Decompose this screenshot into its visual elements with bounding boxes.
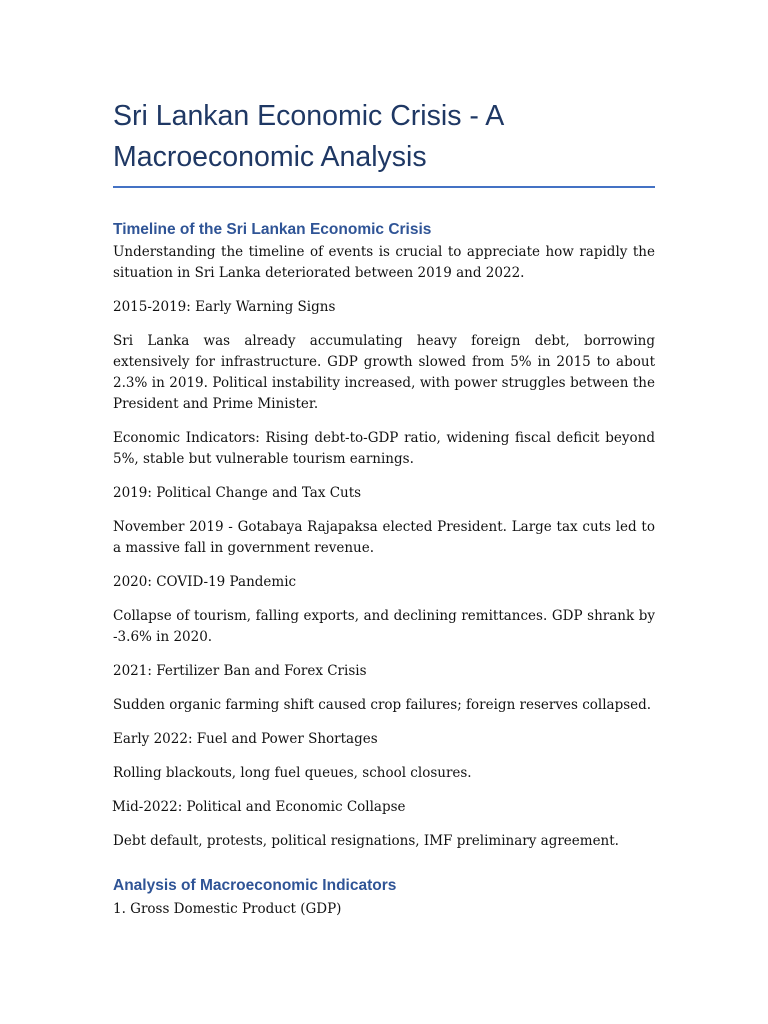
section-heading-timeline: Timeline of the Sri Lankan Economic Crisis [113, 221, 432, 238]
paragraph-2019: November 2019 - Gotabaya Rajapaksa elected President. Large tax cuts led to a massive fall in government revenue. [113, 519, 655, 556]
paragraph-intro: Understanding the timeline of events is crucial to appreciate how rapidly the situation in Sri Lanka deteriorated between 2019 and 2022. [113, 244, 655, 281]
timeline-label-mid-2022: Mid-2022: Political and Economic Collapse [112, 799, 406, 815]
timeline-label-early-2022: Early 2022: Fuel and Power Shortages [113, 731, 378, 747]
paragraph-2021: Sudden organic farming shift caused crop failures; foreign reserves collapsed. [113, 697, 652, 713]
paragraph-2020: Collapse of tourism, falling exports, and declining remittances. GDP shrank by -3.6% in 2020. [113, 608, 655, 645]
section-heading-analysis: Analysis of Macroeconomic Indicators [113, 877, 397, 894]
paragraph-2015-2019: Sri Lanka was already accumulating heavy foreign debt, borrowing extensively for infrastructure. GDP growth slowed from 5% in 2015 to about 2.3% in 2019. Political instability increased, with power struggles between the President and Prime Minister. [113, 333, 655, 412]
document-title: Sri Lankan Economic Crisis - A Macroeconomic Analysis [113, 100, 503, 173]
paragraph-economic-indicators: Economic Indicators: Rising debt-to-GDP ratio, widening fiscal deficit beyond 5%, stable but vulnerable tourism earnings. [113, 430, 655, 467]
timeline-label-2019: 2019: Political Change and Tax Cuts [113, 485, 362, 501]
paragraph-mid-2022: Debt default, protests, political resignations, IMF preliminary agreement. [113, 833, 619, 849]
list-item-gdp: 1. Gross Domestic Product (GDP) [113, 901, 342, 917]
paragraph-early-2022: Rolling blackouts, long fuel queues, school closures. [113, 765, 472, 781]
timeline-label-2020: 2020: COVID-19 Pandemic [113, 574, 297, 590]
document-page [113, 96, 655, 920]
title-underline [113, 186, 655, 188]
timeline-label-2015-2019: 2015-2019: Early Warning Signs [113, 299, 336, 315]
timeline-label-2021: 2021: Fertilizer Ban and Forex Crisis [113, 663, 367, 679]
